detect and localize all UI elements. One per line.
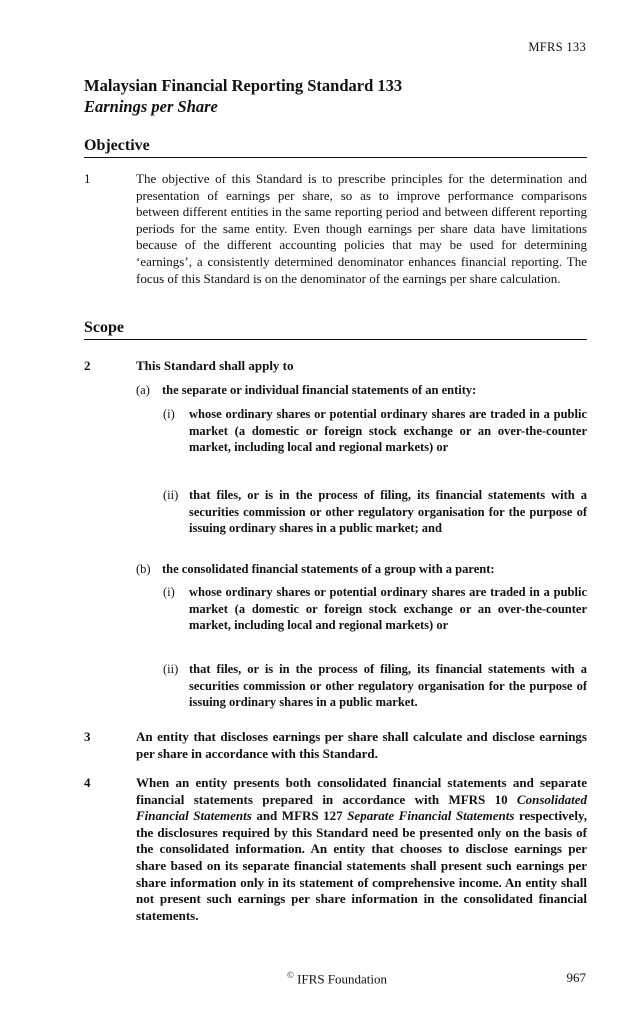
paragraph-text: An entity that discloses earnings per share shall calculate and disclose earnings per share in accordance with this Standard.	[136, 729, 587, 761]
paragraph-number: 3	[84, 729, 91, 744]
running-head: MFRS 133	[528, 40, 586, 54]
list-item-a-i	[163, 406, 587, 456]
paragraph-number: 2	[84, 358, 91, 373]
paragraph-3	[84, 729, 587, 762]
reference-title: Consolidated Financial Statements	[136, 791, 587, 824]
paragraph-number: 4	[84, 775, 91, 790]
paragraph-text-part: When an entity presents both consolidated financial statements and separate financial statements prepared in accordance with MFRS 10	[136, 775, 587, 807]
paragraph-1	[84, 171, 587, 287]
paragraph-text	[136, 775, 587, 924]
list-label: (i)	[163, 585, 175, 599]
paragraph-text: This Standard shall apply to	[136, 358, 294, 373]
list-label: (b)	[136, 562, 151, 576]
list-text: whose ordinary shares or potential ordinary shares are traded in a public market (a domestic or foreign stock exchange or an over-the-counter market, including local and regional markets) or	[189, 585, 587, 633]
section-heading-objective: Objective	[84, 136, 587, 158]
list-item-b-ii	[163, 661, 587, 711]
copyright-symbol: ©	[287, 970, 294, 980]
list-item-b-i	[163, 584, 587, 634]
list-label: (ii)	[163, 662, 179, 676]
paragraph-text: The objective of this Standard is to prescribe principles for the determination and presentation of earnings per share, so as to improve performance comparisons between different entities in the same reporting period and between different reporting periods for the same entity. Even though earnings per share data have limitations because of the different accounting policies that may be used for determining ‘earnings’, a consistently determined denominator enhances financial reporting. The focus of this Standard is on the denominator of the earnings per share calculation.	[136, 171, 587, 286]
paragraph-text-part: and MFRS 127	[251, 808, 348, 824]
paragraph-number: 1	[84, 171, 91, 186]
footer-copyright	[287, 970, 387, 987]
list-item-a	[136, 382, 587, 399]
list-label: (a)	[136, 383, 150, 397]
list-label: (ii)	[163, 488, 179, 502]
list-label: (i)	[163, 407, 175, 421]
list-text: whose ordinary shares or potential ordinary shares are traded in a public market (a domestic or foreign stock exchange or an over-the-counter market, including local and regional markets) or	[189, 407, 587, 455]
reference-title: Separate Financial Statements	[347, 808, 515, 824]
section-heading-scope: Scope	[84, 318, 587, 340]
standard-title: Malaysian Financial Reporting Standard 133	[84, 76, 403, 95]
standard-subtitle: Earnings per Share	[84, 97, 218, 116]
list-item-a-ii	[163, 487, 587, 537]
list-text: that files, or is in the process of filing, its financial statements with a securities commission or other regulatory organisation for the purpose of issuing ordinary shares in a public market; and	[189, 488, 587, 536]
list-item-b	[136, 561, 587, 578]
list-text: the consolidated financial statements of a group with a parent:	[162, 562, 495, 576]
copyright-text: IFRS Foundation	[297, 971, 388, 987]
paragraph-text-part: respectively, the disclosures required by this Standard need be presented only on the basis of the consolidated information. An entity that chooses to disclose earnings per share based on its separate financial statements shall present such earnings per share information only in its statement of comprehensive income. An entity shall not present such earnings per share information in the consolidated financial statements.	[136, 808, 587, 923]
paragraph-2	[84, 358, 587, 375]
paragraph-4	[84, 775, 587, 924]
list-text: the separate or individual financial statements of an entity:	[162, 383, 477, 397]
list-text: that files, or is in the process of filing, its financial statements with a securities commission or other regulatory organisation for the purpose of issuing ordinary shares in a public market.	[189, 662, 587, 710]
page-number: 967	[566, 970, 586, 985]
